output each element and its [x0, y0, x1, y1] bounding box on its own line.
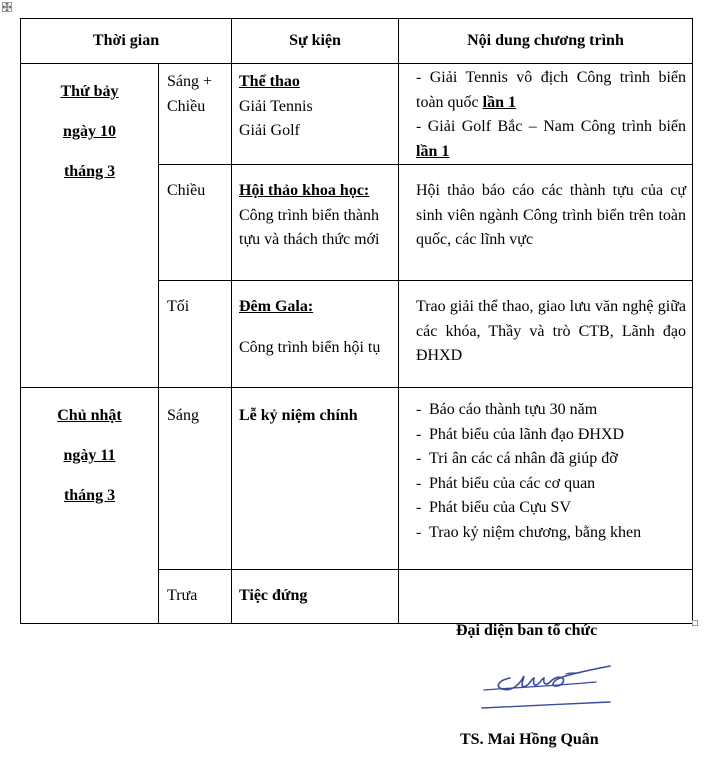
day-cell-saturday	[21, 64, 159, 388]
time-slot-line: Chiều	[167, 97, 206, 115]
event-cell	[232, 570, 399, 624]
event-title: Đêm Gala:	[239, 298, 314, 315]
time-slot: Trưa	[159, 570, 232, 624]
signature-title: Đại diện ban tổ chức	[456, 622, 598, 639]
day-name: Chủ nhật	[57, 407, 122, 424]
content-line	[416, 115, 686, 164]
day-month: tháng 3	[63, 487, 116, 504]
content-cell	[399, 64, 693, 165]
handwritten-signature	[470, 656, 620, 716]
day-name: Thứ bảy	[60, 83, 119, 100]
day-date: ngày 10	[63, 123, 116, 140]
time-slot: Chiều	[159, 165, 232, 281]
table-resize-handle[interactable]	[692, 620, 698, 626]
agenda-list	[399, 388, 692, 545]
content-line	[416, 66, 686, 115]
content-cell	[399, 570, 693, 624]
table-header-row	[21, 19, 693, 64]
content-text: - Giải Golf Bắc – Nam Công trình biển	[416, 118, 686, 135]
event-title: Tiệc đứng	[239, 587, 308, 605]
header-content: Nội dung chương trình	[399, 19, 693, 64]
signer-name: TS. Mai Hồng Quân	[460, 731, 599, 748]
schedule-table	[20, 18, 693, 624]
list-item: - Phát biểu của Cựu SV	[416, 496, 692, 521]
event-title: Thể thao	[239, 73, 300, 90]
time-slot: Tối	[159, 281, 232, 388]
event-cell	[232, 165, 399, 281]
content-text: - Giải Tennis vô địch Công trình biển toàn quốc	[416, 69, 686, 111]
list-item: - Báo cáo thành tựu 30 năm	[416, 398, 692, 423]
event-cell	[232, 388, 399, 570]
time-slot-line: Sáng +	[167, 73, 213, 90]
time-slot	[159, 64, 232, 165]
event-body: Công trình biển hội tụ	[239, 338, 381, 356]
event-line: Giải Tennis	[239, 97, 313, 115]
event-title: Hội thảo khoa học:	[239, 182, 370, 199]
content-bold: lần 1	[482, 93, 516, 111]
header-event: Sự kiện	[232, 19, 399, 64]
table-row	[21, 64, 693, 165]
list-item: - Tri ân các cá nhân đã giúp đỡ	[416, 447, 692, 472]
table-row	[21, 388, 693, 570]
event-title: Lễ kỷ niệm chính	[239, 407, 358, 424]
day-month: tháng 3	[63, 163, 116, 180]
content-cell	[399, 388, 693, 570]
time-slot: Sáng	[159, 388, 232, 570]
content-bold: lần 1	[416, 142, 450, 160]
list-item: - Phát biểu của lãnh đạo ĐHXD	[416, 423, 692, 448]
event-cell	[232, 281, 399, 388]
event-cell	[232, 64, 399, 165]
list-item: - Phát biểu của các cơ quan	[416, 472, 692, 497]
list-item: - Trao kỷ niệm chương, bằng khen	[416, 521, 692, 546]
day-cell-sunday	[21, 388, 159, 624]
content-cell: Trao giải thể thao, giao lưu văn nghệ giữa các khóa, Thầy và trò CTB, Lãnh đạo ĐHXD	[399, 281, 693, 388]
event-body: Công trình biển thành tựu và thách thức mới	[239, 206, 380, 248]
header-time: Thời gian	[21, 19, 232, 64]
table-move-handle-icon[interactable]	[2, 2, 12, 12]
content-cell: Hội thảo báo cáo các thành tựu của cự sinh viên ngành Công trình biển trên toàn quốc, các lĩnh vực	[399, 165, 693, 281]
day-date: ngày 11	[63, 447, 116, 464]
event-line: Giải Golf	[239, 122, 300, 139]
